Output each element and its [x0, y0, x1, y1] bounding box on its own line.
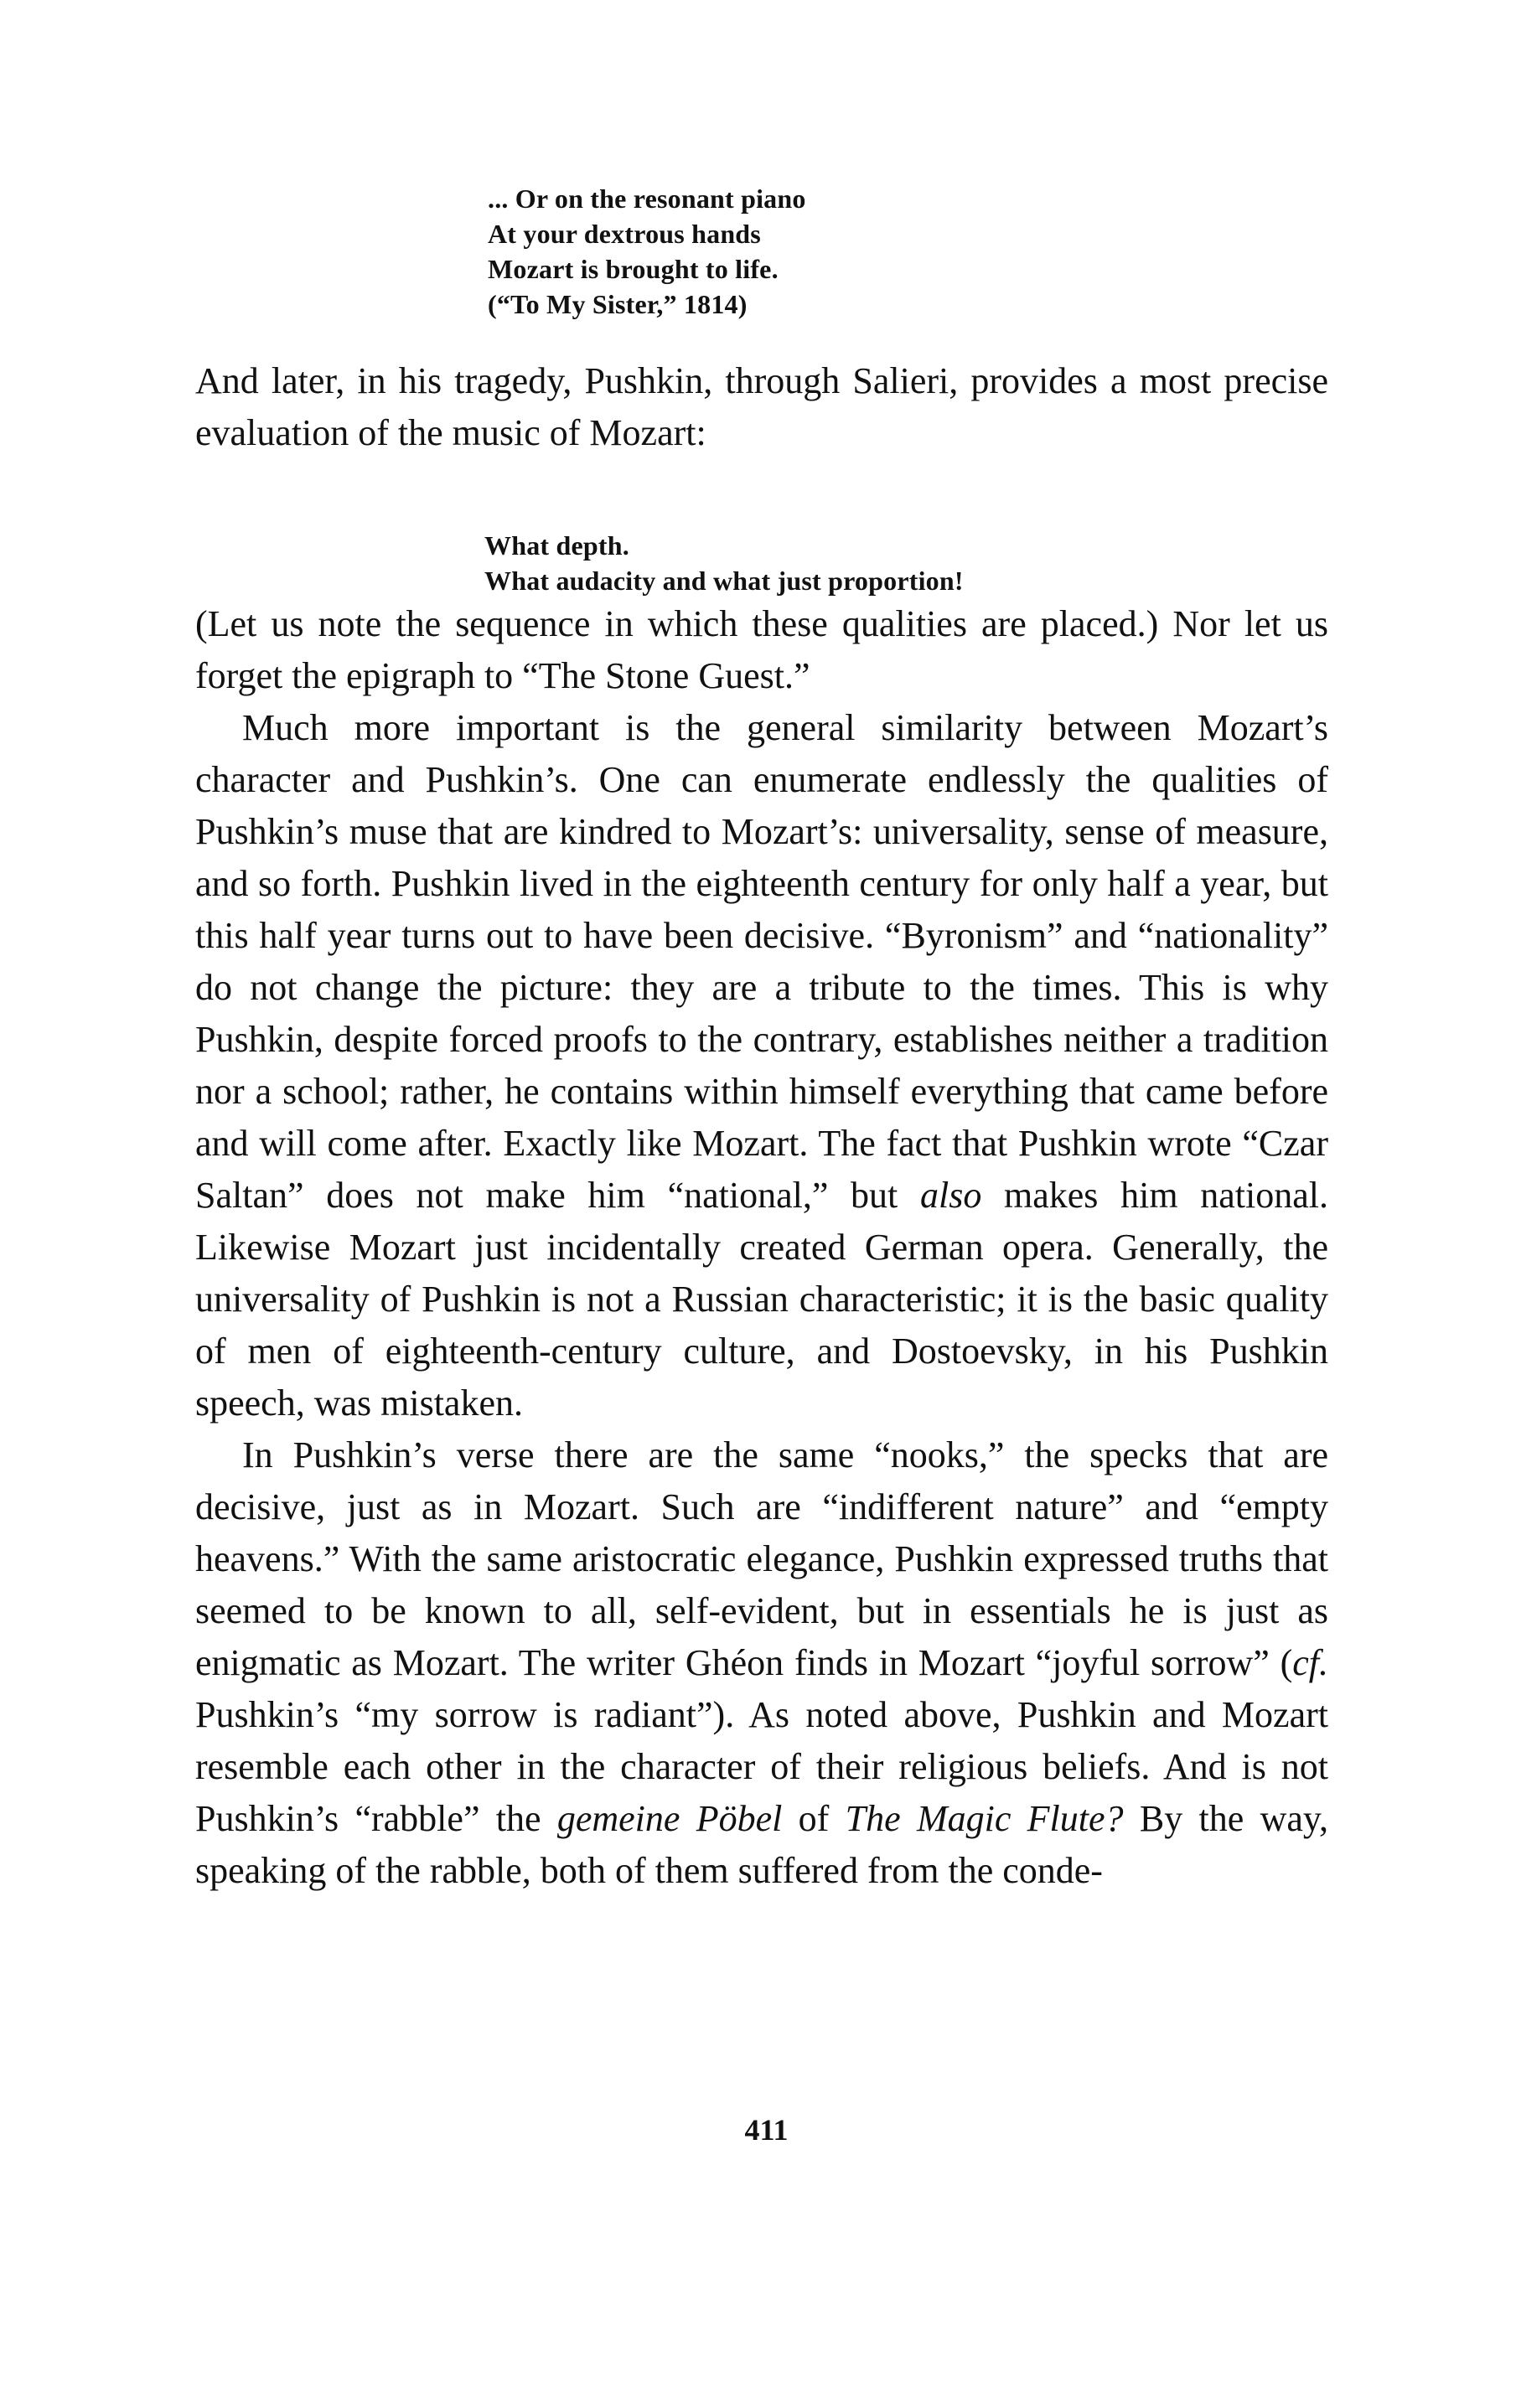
- nooks-text: Pushkin’s “my sorrow is radiant”). As noted above, Pushkin and Mozart resemble each other in the character of their religious beliefs. And is not Pushkin’s “rabble” the: [195, 1694, 1328, 1839]
- nooks-paragraph: [195, 1429, 1328, 1897]
- nooks-text: of: [782, 1798, 846, 1839]
- salieri-quote: [484, 528, 964, 598]
- epigraph-citation: (“To My Sister,” 1814): [488, 289, 748, 319]
- epigraph-line: Mozart is brought to life.: [488, 254, 779, 284]
- intro-text-block: [195, 355, 1328, 459]
- epigraph-verse: [488, 181, 806, 322]
- quote-line: What depth.: [484, 530, 629, 561]
- similarity-paragraph: [195, 702, 1328, 1429]
- page-number: 411: [744, 2113, 789, 2147]
- nooks-text: In Pushkin’s verse there are the same “nooks,” the specks that are decisive, just as in Mozart. Such are “indifferent nature” and “empty heavens.” With the same aristocratic elegance, Pushkin expressed truths that seemed to be known to all, self-evident, but in essentials he is just as enigmatic as Mozart. The writer Ghéon finds in Mozart “joyful sorrow” (: [195, 1434, 1328, 1683]
- body-text-block: [195, 598, 1328, 1897]
- nooks-text: By the way, speaking of the rabble, both of them suffered from the conde-: [195, 1798, 1329, 1891]
- epigraph-line: At your dextrous hands: [488, 219, 761, 249]
- gemeine-poebel-term: gemeine Pöbel: [556, 1798, 783, 1839]
- intro-paragraph: And later, in his tragedy, Pushkin, through Salieri, provides a most precise evaluation of the music of Mozart:: [195, 360, 1328, 453]
- note-paragraph: (Let us note the sequence in which these qualities are placed.) Nor let us forget the epigraph to “The Stone Guest.”: [195, 603, 1328, 696]
- similarity-emphasis: also: [919, 1175, 982, 1216]
- similarity-text: Much more important is the general similarity between Mozart’s character and Pushkin’s. One can enumerate endlessly the qualities of Pushkin’s muse that are kindred to Mozart’s: universality, sense of measure, and so forth. Pushkin lived in the eighteenth century for only half a year, but this half year turns out to have been decisive. “Byronism” and “nationality” do not change the picture: they are a tribute to the times. This is why Pushkin, despite forced proofs to the contrary, establishes neither a tradition nor a school; rather, he contains within himself everything that came before and will come after. Exactly like Mozart. The fact that Pushkin wrote “Czar Saltan” does not make him “national,” but: [195, 707, 1328, 1216]
- magic-flute-title: The Magic Flute?: [845, 1798, 1124, 1839]
- cf-abbreviation: cf.: [1292, 1642, 1328, 1683]
- similarity-text: makes him national. Likewise Mozart just incidentally created German opera. Generally, the universality of Pushkin is not a Russian characteristic; it is the basic quality of men of eighteenth-century culture, and Dostoevsky, in his Pushkin speech, was mistaken.: [195, 1175, 1328, 1424]
- epigraph-line: ... Or on the resonant piano: [488, 183, 806, 214]
- quote-line: What audacity and what just proportion!: [484, 566, 964, 596]
